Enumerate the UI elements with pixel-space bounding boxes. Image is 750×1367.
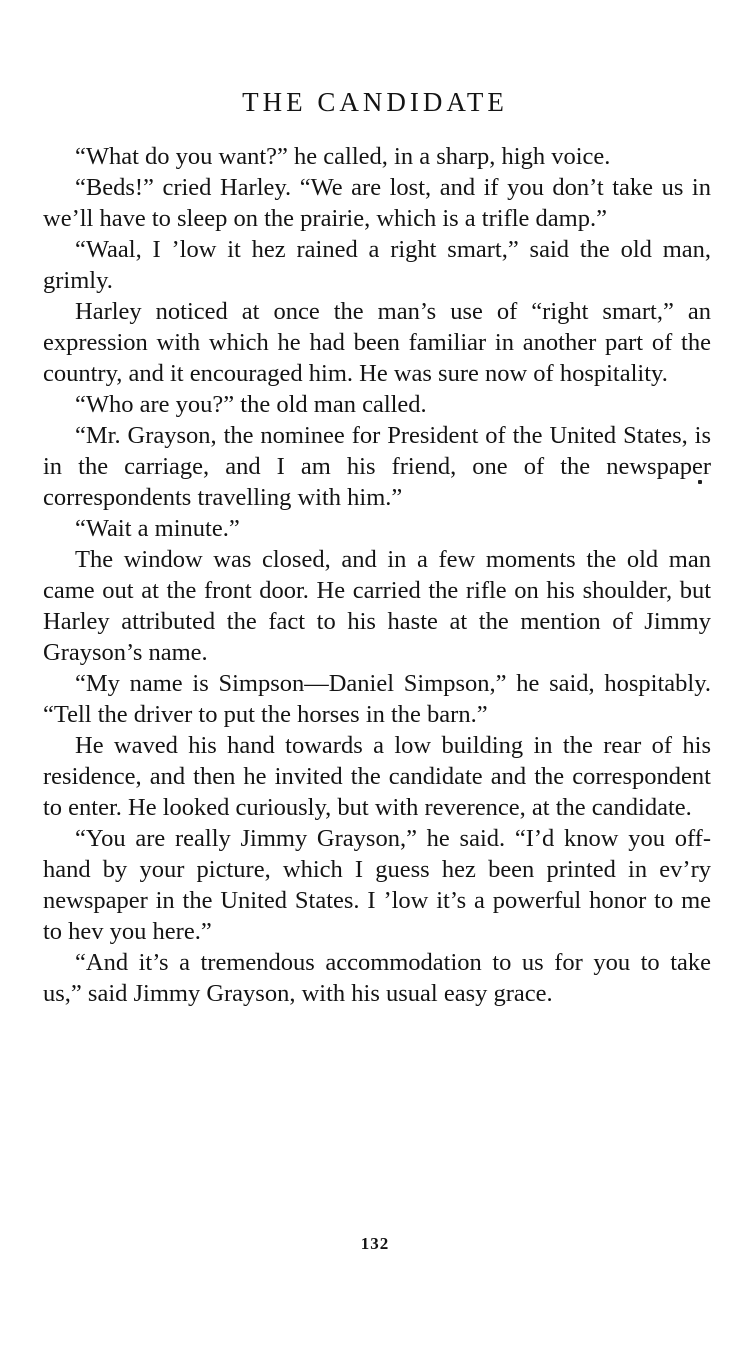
print-speck xyxy=(698,480,702,484)
paragraph: “Mr. Grayson, the nominee for President of the United States, is in the carriage, and I am his friend, one of the newspaper correspondents travelling with him.” xyxy=(43,422,711,511)
paragraph: “What do you want?” he called, in a sharp, high voice. xyxy=(75,143,611,170)
paragraph: “Who are you?” the old man called. xyxy=(75,391,427,418)
paragraph: “Beds!” cried Harley. “We are lost, and if you don’t take us in we’ll have to sleep on the prairie, which is a trifle damp.” xyxy=(43,174,711,232)
paragraph: “Waal, I ’low it hez rained a right smart,” said the old man, grimly. xyxy=(43,236,711,294)
page-number: 132 xyxy=(360,1234,390,1253)
paragraph: “You are really Jimmy Grayson,” he said. “I’d know you off-hand by your picture, which I guess hez been printed in ev’ry newspaper in the United States. I ’low it’s a powerful honor to me to hev you here.” xyxy=(43,825,711,945)
paragraph: “And it’s a tremendous accommodation to us for you to take us,” said Jimmy Grayson, with his usual easy grace. xyxy=(43,949,711,1007)
running-head: THE CANDIDATE xyxy=(242,87,508,117)
paragraph: Harley noticed at once the man’s use of “right smart,” an expression with which he had been familiar in another part of the country, and it encouraged him. He was sure now of hospitality. xyxy=(43,298,711,387)
paragraph: “Wait a minute.” xyxy=(75,515,240,542)
paragraph: “My name is Simpson—Daniel Simpson,” he said, hospitably. “Tell the driver to put the horses in the barn.” xyxy=(43,670,711,728)
paragraph: He waved his hand towards a low building in the rear of his residence, and then he invited the candidate and the correspondent to enter. He looked curiously, but with reverence, at the candidate. xyxy=(43,732,711,821)
body-text xyxy=(43,141,711,1009)
paragraph: The window was closed, and in a few moments the old man came out at the front door. He carried the rifle on his shoulder, but Harley attributed the fact to his haste at the mention of Jimmy Grayson’s name. xyxy=(43,546,711,666)
